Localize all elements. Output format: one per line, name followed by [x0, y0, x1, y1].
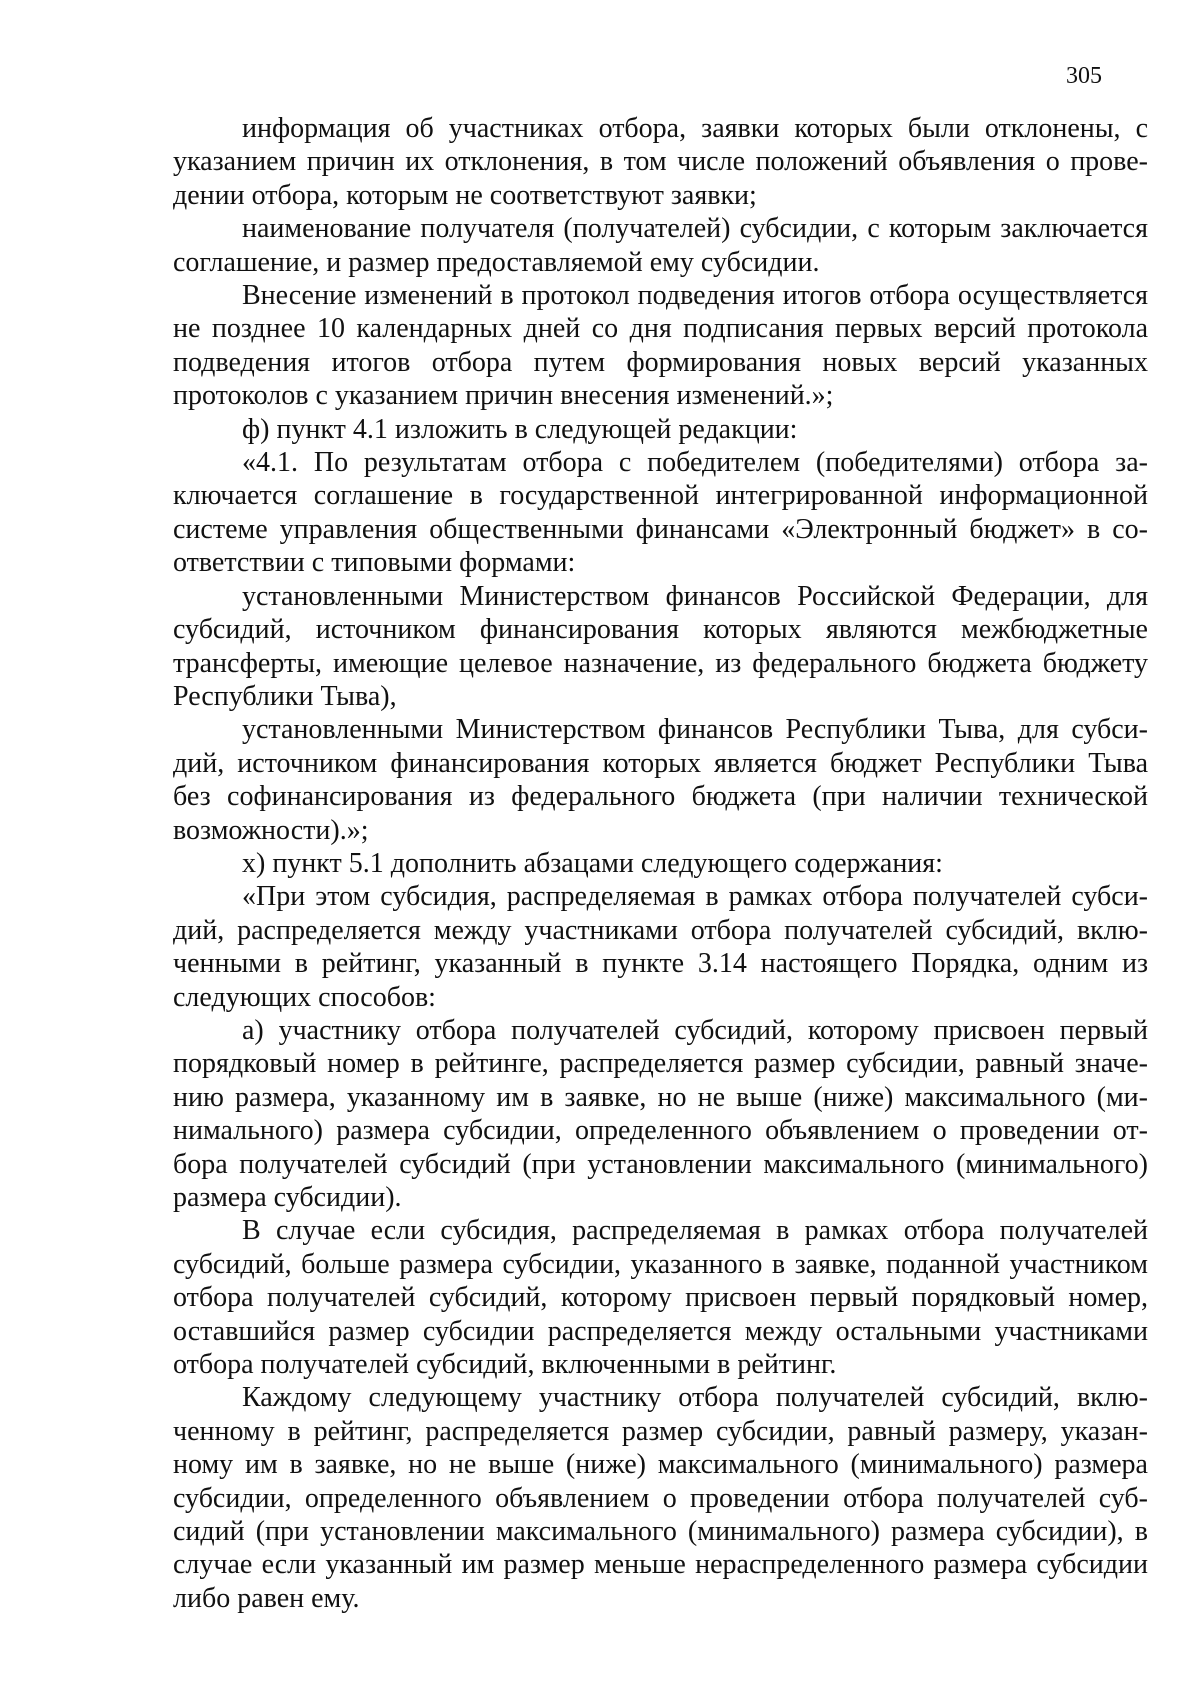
- paragraph-remaining-subsidy: В случае если субсидия, распределяемая в рамках отбора получателей субсидий, больше размера субсидии, указанного в заявке, поданной участником отбора получателей субсидий, которому присвоен первый порядковый номер, оставшийся размер субсидии распределяется между остальными участниками отбора получателей субсидий, включенными в рейтинг.: [173, 1215, 1148, 1381]
- paragraph-method-a: а) участнику отбора получателей субсидий, которому присвоен первый порядковый номер в рейтинге, распределяется размер субсидии, равный значению размера, указанному им в заявке, но не выше (ниже) максимального (минимального) размера субсидии, определенного объявлением о проведении отбора получателей субсидий (при установлении максимального (минимального) размера субсидии).: [173, 1014, 1148, 1213]
- paragraph-republic-forms: установленными Министерством финансов Республики Тыва, для субсидий, источником финансирования которых является бюджет Республики Тыва без софинансирования из федерального бюджета (при наличии технической возможности).»;: [173, 714, 1148, 846]
- paragraph-item-kh: х) пункт 5.1 дополнить абзацами следующего содержания:: [242, 847, 943, 879]
- document-body: [173, 112, 1148, 1615]
- paragraph-rejected-participants: информация об участниках отбора, заявки которых были отклонены, с указанием причин их отклонения, в том числе положений объявления о проведении отбора, которым не соответствуют заявки;: [173, 113, 1148, 211]
- paragraph-distribution-methods: «При этом субсидия, распределяемая в рамках отбора получателей субсидий, распределяется между участниками отбора получателей субсидий, включенными в рейтинг, указанный в пункте 3.14 настоящего Порядка, одним из следующих способов:: [173, 881, 1148, 1013]
- paragraph-recipient-name: наименование получателя (получателей) субсидии, с которым заключается соглашение, и размер предоставляемой ему субсидии.: [173, 213, 1148, 278]
- paragraph-next-participant: Каждому следующему участнику отбора получателей субсидий, включенному в рейтинг, распределяется размер субсидии, равный размеру, указанному им в заявке, но не выше (ниже) максимального (минимального) размера субсидии, определенного объявлением о проведении отбора получателей субсидий (при установлении максимального (минимального) размера субсидии), в случае если указанный им размер меньше нераспределенного размера субсидии либо равен ему.: [173, 1382, 1148, 1614]
- paragraph-federal-forms: установленными Министерством финансов Российской Федерации, для субсидий, источником финансирования которых являются межбюджетные трансферты, имеющие целевое назначение, из федерального бюджета бюджету Республики Тыва),: [173, 580, 1148, 712]
- paragraph-protocol-changes: Внесение изменений в протокол подведения итогов отбора осуществляется не позднее 10 календарных дней со дня подписания первых версий протокола подведения итогов отбора путем формирования новых версий указанных протоколов с указанием причин внесения изменений.»;: [173, 280, 1148, 412]
- page-number: 305: [1066, 63, 1102, 89]
- paragraph-clause-4-1: «4.1. По результатам отбора с победителем (победителями) отбора заключается соглашение в государственной интегрированной информационной системе управления общественными финансами «Электронный бюджет» в соответствии с типовыми формами:: [173, 447, 1148, 579]
- paragraph-item-f: ф) пункт 4.1 изложить в следующей редакции:: [242, 413, 798, 445]
